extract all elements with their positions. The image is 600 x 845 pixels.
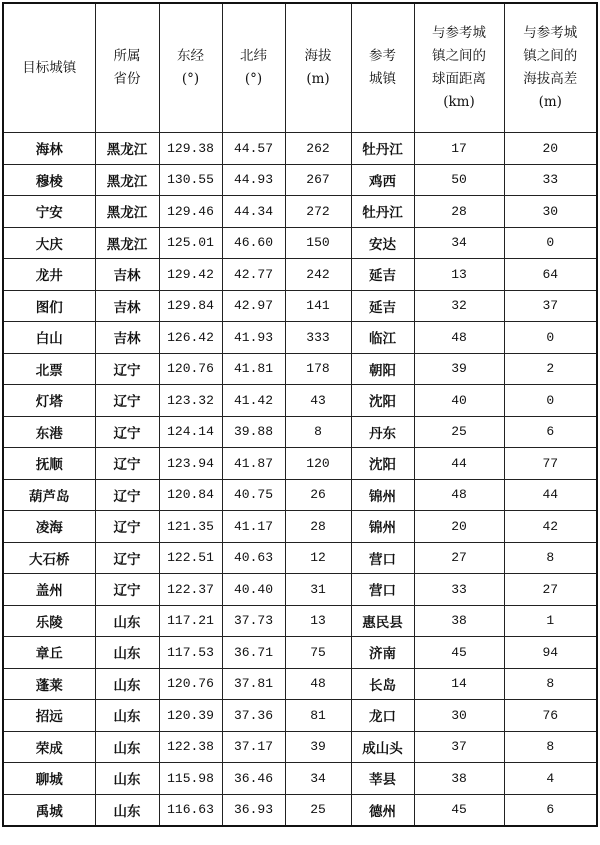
cell-altitude: 12 — [285, 542, 351, 574]
table-row — [3, 385, 597, 417]
cell-altitude: 333 — [285, 322, 351, 354]
table-row — [3, 731, 597, 763]
cell-distance: 30 — [414, 700, 504, 732]
table-row — [3, 763, 597, 795]
cell-longitude: 122.38 — [159, 731, 222, 763]
cell-distance: 50 — [414, 164, 504, 196]
cell-target-town: 图们 — [3, 290, 95, 322]
cell-province: 黑龙江 — [95, 133, 159, 165]
cell-distance: 34 — [414, 227, 504, 259]
cell-province: 辽宁 — [95, 542, 159, 574]
cell-longitude: 117.53 — [159, 637, 222, 669]
cell-latitude: 41.93 — [222, 322, 285, 354]
cell-latitude: 42.97 — [222, 290, 285, 322]
cell-latitude: 39.88 — [222, 416, 285, 448]
cell-altitude: 81 — [285, 700, 351, 732]
cell-target-town: 大石桥 — [3, 542, 95, 574]
cell-province: 辽宁 — [95, 416, 159, 448]
cell-longitude: 126.42 — [159, 322, 222, 354]
table-row — [3, 416, 597, 448]
column-header-line: 与参考城 — [432, 25, 486, 41]
table-row — [3, 353, 597, 385]
cell-province: 山东 — [95, 605, 159, 637]
cell-altitude: 39 — [285, 731, 351, 763]
cell-altitude-diff: 4 — [504, 763, 597, 795]
cell-target-town: 盖州 — [3, 574, 95, 606]
cell-altitude-diff: 1 — [504, 605, 597, 637]
cell-latitude: 37.36 — [222, 700, 285, 732]
cell-distance: 33 — [414, 574, 504, 606]
cell-latitude: 44.57 — [222, 133, 285, 165]
column-header-line: 北纬 — [240, 48, 267, 64]
table-row — [3, 322, 597, 354]
cell-latitude: 37.81 — [222, 668, 285, 700]
cell-distance: 45 — [414, 637, 504, 669]
cell-altitude-diff: 77 — [504, 448, 597, 480]
cell-reference-town: 龙口 — [351, 700, 414, 732]
table-row — [3, 448, 597, 480]
column-header-line: (m) — [538, 94, 562, 110]
cell-altitude-diff: 27 — [504, 574, 597, 606]
cell-target-town: 乐陵 — [3, 605, 95, 637]
cell-reference-town: 延吉 — [351, 290, 414, 322]
cell-latitude: 36.93 — [222, 794, 285, 826]
cell-target-town: 东港 — [3, 416, 95, 448]
cell-altitude-diff: 37 — [504, 290, 597, 322]
cell-longitude: 129.46 — [159, 196, 222, 228]
cell-altitude: 25 — [285, 794, 351, 826]
column-header-line: 海拔 — [304, 48, 332, 64]
cell-latitude: 46.60 — [222, 227, 285, 259]
column-header-line: (m) — [306, 71, 330, 87]
cell-distance: 25 — [414, 416, 504, 448]
table-row — [3, 196, 597, 228]
cell-latitude: 40.75 — [222, 479, 285, 511]
column-header-line: 目标城镇 — [22, 59, 77, 76]
table-row — [3, 637, 597, 669]
cell-target-town: 抚顺 — [3, 448, 95, 480]
column-header-line: 参考 — [369, 48, 396, 64]
table-row — [3, 605, 597, 637]
cell-altitude-diff: 20 — [504, 133, 597, 165]
cell-reference-town: 牡丹江 — [351, 196, 414, 228]
cell-latitude: 37.17 — [222, 731, 285, 763]
cell-altitude-diff: 2 — [504, 353, 597, 385]
column-header-province — [95, 3, 159, 133]
cell-target-town: 白山 — [3, 322, 95, 354]
cell-target-town: 龙井 — [3, 259, 95, 291]
cell-longitude: 129.38 — [159, 133, 222, 165]
table-header — [3, 3, 597, 133]
cell-province: 山东 — [95, 668, 159, 700]
cell-longitude: 117.21 — [159, 605, 222, 637]
cell-province: 辽宁 — [95, 385, 159, 417]
cell-reference-town: 德州 — [351, 794, 414, 826]
cell-distance: 28 — [414, 196, 504, 228]
column-header-line: (km) — [443, 94, 475, 110]
cell-reference-town: 沈阳 — [351, 385, 414, 417]
cell-target-town: 北票 — [3, 353, 95, 385]
column-header-line: 所属 — [113, 48, 141, 64]
column-header-reference-town — [351, 3, 414, 133]
cell-reference-town: 临江 — [351, 322, 414, 354]
cell-province: 辽宁 — [95, 511, 159, 543]
cell-reference-town: 莘县 — [351, 763, 414, 795]
cell-latitude: 41.17 — [222, 511, 285, 543]
cell-reference-town: 成山头 — [351, 731, 414, 763]
cell-latitude: 44.34 — [222, 196, 285, 228]
cell-province: 黑龙江 — [95, 227, 159, 259]
cell-distance: 40 — [414, 385, 504, 417]
cell-altitude: 141 — [285, 290, 351, 322]
column-header-line: 与参考城 — [523, 25, 578, 41]
header-row — [3, 3, 597, 133]
cell-longitude: 116.63 — [159, 794, 222, 826]
cell-reference-town: 牡丹江 — [351, 133, 414, 165]
cell-reference-town: 长岛 — [351, 668, 414, 700]
cell-target-town: 海林 — [3, 133, 95, 165]
cell-longitude: 129.42 — [159, 259, 222, 291]
cell-distance: 38 — [414, 605, 504, 637]
cell-longitude: 120.39 — [159, 700, 222, 732]
table-row — [3, 668, 597, 700]
cell-target-town: 章丘 — [3, 637, 95, 669]
cell-target-town: 穆棱 — [3, 164, 95, 196]
cell-altitude-diff: 30 — [504, 196, 597, 228]
cell-reference-town: 安达 — [351, 227, 414, 259]
cell-altitude-diff: 0 — [504, 322, 597, 354]
column-header-line: 海拔高差 — [523, 71, 578, 87]
cell-reference-town: 济南 — [351, 637, 414, 669]
cell-altitude-diff: 8 — [504, 668, 597, 700]
cell-reference-town: 丹东 — [351, 416, 414, 448]
cell-longitude: 120.76 — [159, 353, 222, 385]
cell-altitude-diff: 76 — [504, 700, 597, 732]
cell-reference-town: 朝阳 — [351, 353, 414, 385]
cell-target-town: 葫芦岛 — [3, 479, 95, 511]
cell-altitude-diff: 6 — [504, 794, 597, 826]
cell-province: 辽宁 — [95, 448, 159, 480]
cell-target-town: 禹城 — [3, 794, 95, 826]
column-header-line: 球面距离 — [432, 71, 486, 87]
cell-reference-town: 沈阳 — [351, 448, 414, 480]
cell-altitude: 48 — [285, 668, 351, 700]
column-header-line: 镇之间的 — [432, 48, 486, 64]
cell-altitude: 31 — [285, 574, 351, 606]
cell-distance: 37 — [414, 731, 504, 763]
cell-altitude-diff: 0 — [504, 227, 597, 259]
cell-distance: 13 — [414, 259, 504, 291]
table-row — [3, 259, 597, 291]
column-header-target-town — [3, 3, 95, 133]
cell-target-town: 灯塔 — [3, 385, 95, 417]
cell-longitude: 122.37 — [159, 574, 222, 606]
cell-latitude: 41.81 — [222, 353, 285, 385]
cell-altitude: 178 — [285, 353, 351, 385]
cell-province: 辽宁 — [95, 574, 159, 606]
cell-longitude: 124.14 — [159, 416, 222, 448]
cell-altitude-diff: 0 — [504, 385, 597, 417]
cell-distance: 32 — [414, 290, 504, 322]
cell-target-town: 宁安 — [3, 196, 95, 228]
cell-distance: 48 — [414, 322, 504, 354]
cell-altitude: 272 — [285, 196, 351, 228]
cell-altitude: 28 — [285, 511, 351, 543]
cell-latitude: 44.93 — [222, 164, 285, 196]
cell-latitude: 40.63 — [222, 542, 285, 574]
table-row — [3, 164, 597, 196]
cell-altitude: 43 — [285, 385, 351, 417]
table-row — [3, 227, 597, 259]
cell-province: 辽宁 — [95, 353, 159, 385]
cell-altitude: 267 — [285, 164, 351, 196]
cell-altitude: 120 — [285, 448, 351, 480]
data-table-container — [2, 2, 598, 827]
cell-altitude: 242 — [285, 259, 351, 291]
cell-altitude-diff: 8 — [504, 542, 597, 574]
cell-latitude: 41.42 — [222, 385, 285, 417]
column-header-line: 城镇 — [369, 71, 396, 87]
cell-province: 吉林 — [95, 322, 159, 354]
cell-reference-town: 鸡西 — [351, 164, 414, 196]
cell-target-town: 大庆 — [3, 227, 95, 259]
cell-distance: 38 — [414, 763, 504, 795]
cell-distance: 17 — [414, 133, 504, 165]
cell-target-town: 凌海 — [3, 511, 95, 543]
cell-province: 山东 — [95, 794, 159, 826]
cell-latitude: 37.73 — [222, 605, 285, 637]
cell-longitude: 123.32 — [159, 385, 222, 417]
cell-altitude: 13 — [285, 605, 351, 637]
cell-distance: 44 — [414, 448, 504, 480]
column-header-longitude — [159, 3, 222, 133]
cell-distance: 20 — [414, 511, 504, 543]
column-header-line: (°) — [244, 71, 263, 87]
cell-reference-town: 惠民县 — [351, 605, 414, 637]
cell-distance: 39 — [414, 353, 504, 385]
cell-distance: 14 — [414, 668, 504, 700]
cell-distance: 27 — [414, 542, 504, 574]
cell-latitude: 40.40 — [222, 574, 285, 606]
cell-latitude: 42.77 — [222, 259, 285, 291]
table-row — [3, 479, 597, 511]
table-row — [3, 133, 597, 165]
cell-latitude: 36.46 — [222, 763, 285, 795]
cell-altitude: 34 — [285, 763, 351, 795]
column-header-distance — [414, 3, 504, 133]
town-comparison-table — [2, 2, 598, 827]
column-header-line: (°) — [181, 71, 200, 87]
cell-altitude-diff: 8 — [504, 731, 597, 763]
cell-target-town: 聊城 — [3, 763, 95, 795]
cell-province: 黑龙江 — [95, 164, 159, 196]
cell-distance: 45 — [414, 794, 504, 826]
cell-reference-town: 营口 — [351, 574, 414, 606]
table-row — [3, 574, 597, 606]
cell-province: 黑龙江 — [95, 196, 159, 228]
cell-province: 辽宁 — [95, 479, 159, 511]
cell-reference-town: 锦州 — [351, 479, 414, 511]
table-body — [3, 133, 597, 827]
cell-province: 山东 — [95, 763, 159, 795]
cell-longitude: 130.55 — [159, 164, 222, 196]
cell-latitude: 41.87 — [222, 448, 285, 480]
cell-longitude: 115.98 — [159, 763, 222, 795]
cell-province: 吉林 — [95, 259, 159, 291]
cell-distance: 48 — [414, 479, 504, 511]
cell-latitude: 36.71 — [222, 637, 285, 669]
cell-reference-town: 营口 — [351, 542, 414, 574]
column-header-line: 省份 — [113, 71, 141, 87]
cell-altitude-diff: 6 — [504, 416, 597, 448]
cell-province: 山东 — [95, 700, 159, 732]
column-header-latitude — [222, 3, 285, 133]
cell-target-town: 招远 — [3, 700, 95, 732]
cell-longitude: 120.84 — [159, 479, 222, 511]
cell-altitude: 262 — [285, 133, 351, 165]
cell-altitude: 150 — [285, 227, 351, 259]
cell-province: 山东 — [95, 731, 159, 763]
cell-longitude: 120.76 — [159, 668, 222, 700]
table-row — [3, 290, 597, 322]
table-row — [3, 700, 597, 732]
cell-reference-town: 延吉 — [351, 259, 414, 291]
cell-altitude-diff: 33 — [504, 164, 597, 196]
cell-longitude: 125.01 — [159, 227, 222, 259]
table-row — [3, 794, 597, 826]
cell-altitude-diff: 94 — [504, 637, 597, 669]
cell-longitude: 129.84 — [159, 290, 222, 322]
cell-target-town: 蓬莱 — [3, 668, 95, 700]
cell-altitude: 8 — [285, 416, 351, 448]
cell-altitude-diff: 64 — [504, 259, 597, 291]
cell-altitude-diff: 44 — [504, 479, 597, 511]
column-header-altitude — [285, 3, 351, 133]
cell-altitude-diff: 42 — [504, 511, 597, 543]
table-row — [3, 511, 597, 543]
cell-target-town: 荣成 — [3, 731, 95, 763]
cell-altitude: 75 — [285, 637, 351, 669]
cell-altitude: 26 — [285, 479, 351, 511]
column-header-line: 镇之间的 — [523, 48, 578, 64]
cell-longitude: 123.94 — [159, 448, 222, 480]
cell-longitude: 121.35 — [159, 511, 222, 543]
column-header-altitude-diff — [504, 3, 597, 133]
cell-province: 吉林 — [95, 290, 159, 322]
cell-province: 山东 — [95, 637, 159, 669]
cell-longitude: 122.51 — [159, 542, 222, 574]
cell-reference-town: 锦州 — [351, 511, 414, 543]
column-header-line: 东经 — [177, 48, 204, 64]
table-row — [3, 542, 597, 574]
